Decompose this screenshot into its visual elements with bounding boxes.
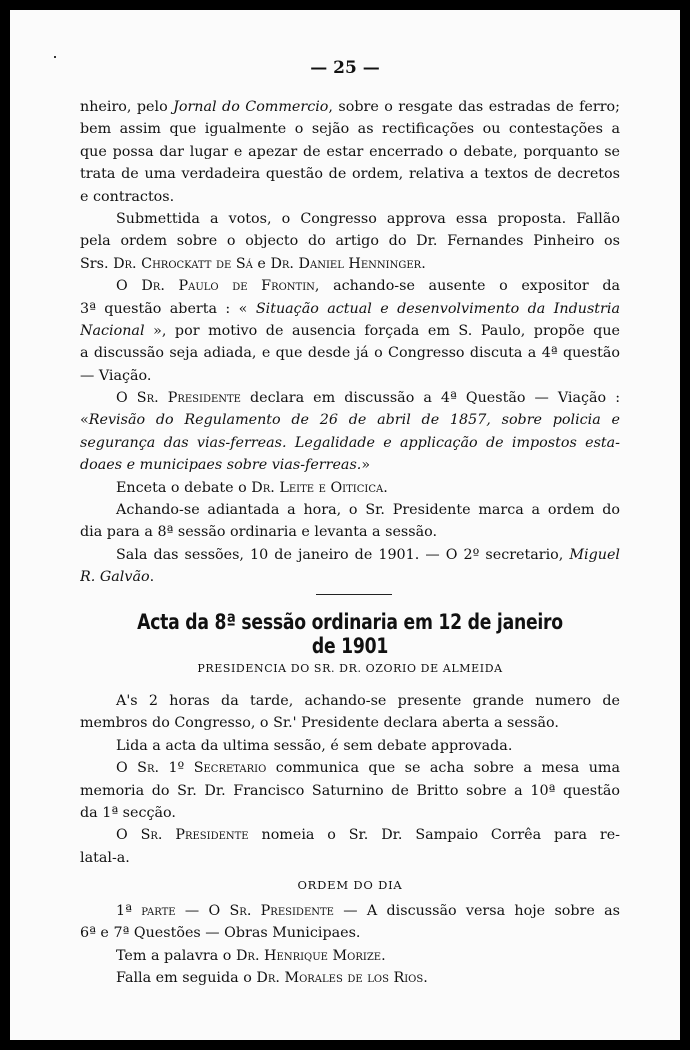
text-line: dia para a 8ª sessão ordinaria e levanta a sessão. [80,524,438,541]
text-line: da 1ª secção. [80,804,176,821]
text-line: O Sr. 1º Secretario communica que se acha sobre a mesa uma [116,760,620,777]
text-line: memoria do Sr. Dr. Francisco Saturnino de Britto sobre a 10ª questão [80,782,620,799]
text-line: segurança das vias-ferreas. Legalidade e applicação de impostos esta- [80,434,620,451]
text-line: latal-a. [80,849,130,866]
text-line: 1ª parte — O Sr. Presidente — A discussão versa hoje sobre as [116,903,620,919]
text-line: membros do Congresso, o Sr.' Presidente declara aberta a sessão. [80,715,559,732]
page-number: — 25 — [310,58,380,78]
text-line: O Sr. Presidente declara em discussão a 4ª Questão — Viação : [116,390,620,407]
text-line: Submettida a votos, o Congresso approva essa proposta. Fallão [116,210,620,227]
text-line: Enceta o debate o Dr. Leite e Oiticica. [116,479,388,496]
text-line: Srs. Dr. Chrockatt de Sá e Dr. Daniel Henninger. [80,255,426,272]
text-line: que possa dar lugar e apezar de estar encerrado o debate, porquanto se [80,143,620,160]
text-line: «Revisão do Regulamento de 26 de abril de 1857, sobre policia e [80,412,620,429]
text-line: pela ordem sobre o objecto do artigo do Dr. Fernandes Pinheiro os [80,233,620,250]
text-line: Lida a acta da ultima sessão, é sem debate approvada. [116,737,513,754]
section-subheading: PRESIDENCIA DO SR. DR. OZORIO DE ALMEIDA [197,662,503,675]
document-page [10,10,680,1040]
text-line: a discussão seja adiada, e que desde já o Congresso discuta a 4ª questão [80,345,620,362]
text-line: Achando-se adiantada a hora, o Sr. Presidente marca a ordem do [116,502,620,519]
text-line: O Sr. Presidente nomeia o Sr. Dr. Sampaio Corrêa para re- [116,827,620,844]
text-line: nheiro, pelo Jornal do Commercio, sobre o resgate das estradas de ferro; [80,99,620,115]
text-block-top [80,96,620,589]
text-line: A's 2 horas da tarde, achando-se presente grande numero de [116,693,620,709]
text-line: trata de uma verdadeira questão de ordem, relativa a textos de decretos [80,166,620,183]
section-divider [316,594,392,595]
text-line: Sala das sessões, 10 de janeiro de 1901. — O 2º secretario, Miguel [116,546,620,563]
text-line: 3ª questão aberta : « Situação actual e desenvolvimento da Industria [80,300,620,317]
text-line: Nacional », por motivo de ausencia forçada em S. Paulo, propõe que [80,322,620,339]
text-line: e contractos. [80,188,175,205]
text-block-ordem [80,900,620,990]
text-line: bem assim que igualmente o sejão as rectificações ou contestações a [80,121,620,138]
text-line: O Dr. Paulo de Frontin, achando-se ausente o expositor da [116,278,620,295]
text-line: Tem a palavra o Dr. Henrique Morize. [116,947,386,964]
text-line: doaes e municipaes sobre vias-ferreas.» [80,457,371,474]
text-line: 6ª e 7ª Questões — Obras Municipaes. [80,925,361,942]
text-line: Falla em seguida o Dr. Morales de los Rios. [116,970,428,987]
text-block-bottom [80,690,620,869]
text-line: — Viação. [80,367,152,384]
section-heading: Acta da 8ª sessão ordinaria em 12 de janeiro de 1901 [137,610,563,658]
text-line: R. Galvão. [80,569,155,586]
ordem-do-dia-label: ORDEM DO DIA [297,878,403,892]
